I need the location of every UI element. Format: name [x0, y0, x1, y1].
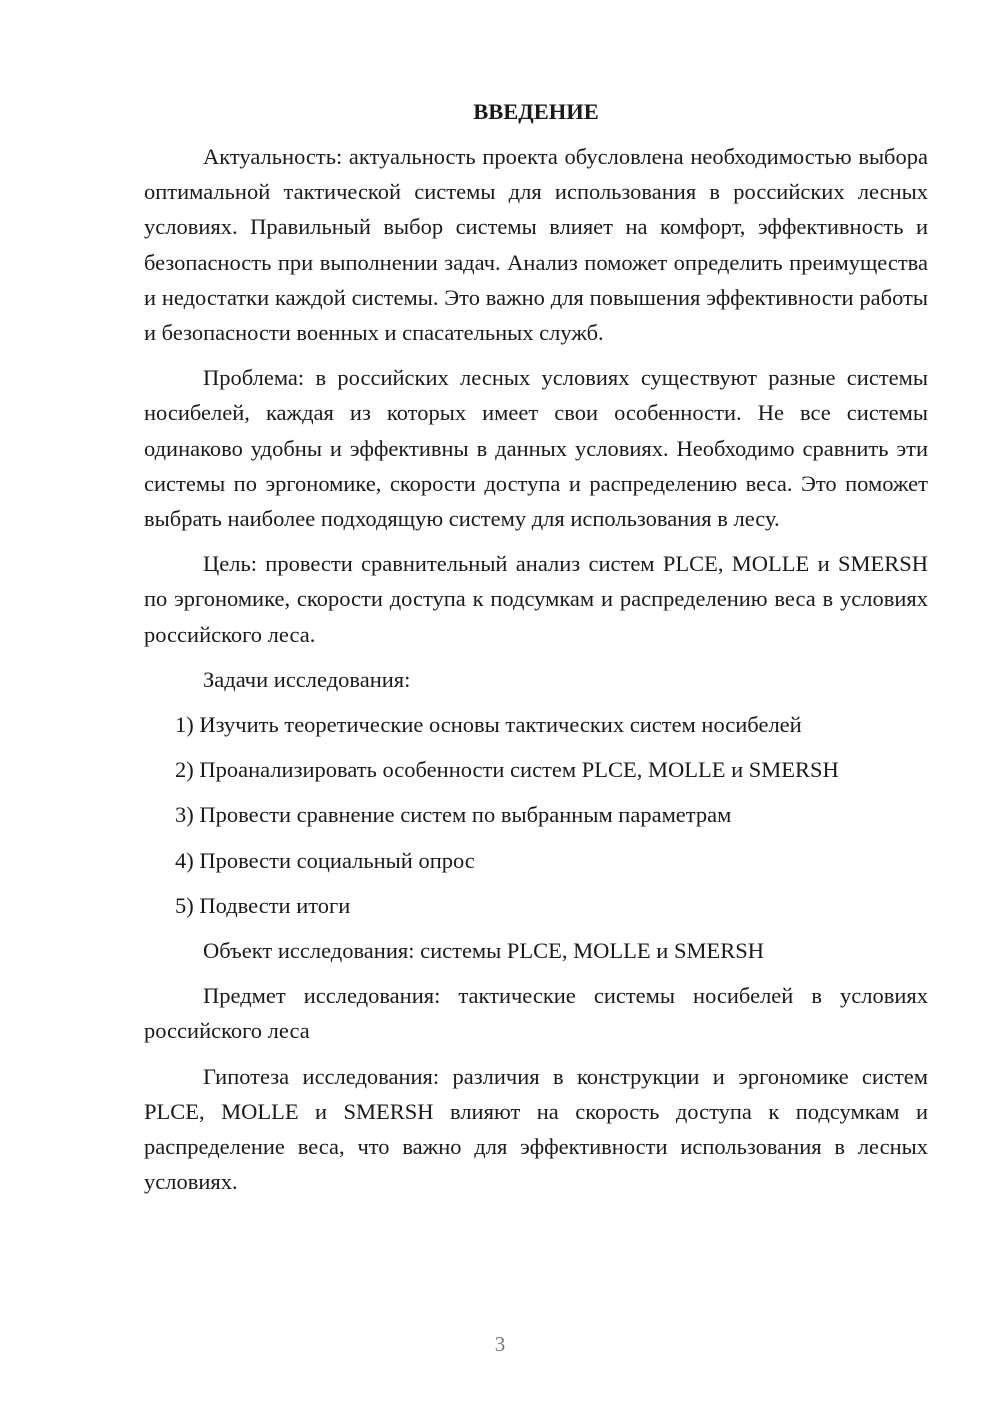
list-item: 2) Проанализировать особенности систем PLCE, MOLLE и SMERSH	[175, 757, 839, 783]
paragraph-problem: Проблема: в российских лесных условиях существуют разные системы носибелей, каждая из которых имеет свои особенности. Не все системы одинаково удобны и эффективны в данных условиях. Необходимо сравнить эти системы по эргономике, скорости доступа и распределению веса. Это поможет выбрать наиболее подходящую систему для использования в лесу.	[144, 365, 928, 532]
page-number: 3	[494, 1332, 506, 1356]
paragraph-goal: Цель: провести сравнительный анализ систем PLCE, MOLLE и SMERSH по эргономике, скорости доступа к подсумкам и распределению веса в условиях российского леса.	[144, 551, 928, 647]
paragraph-subject: Предмет исследования: тактические системы носибелей в условиях российского леса	[144, 983, 928, 1044]
list-item: 4) Провести социальный опрос	[175, 847, 475, 873]
paragraph-relevance: Актуальность: актуальность проекта обусловлена необходимостью выбора оптимальной тактической системы для использования в российских лесных условиях. Правильный выбор системы влияет на комфорт, эффективность и безопасность при выполнении задач. Анализ поможет определить преимущества и недостатки каждой системы. Это важно для повышения эффективности работы и безопасности военных и спасательных служб.	[144, 144, 928, 346]
paragraph-hypothesis: Гипотеза исследования: различия в конструкции и эргономике систем PLCE, MOLLE и SMERSH влияют на скорость доступа к подсумкам и распределение веса, что важно для эффективности использования в лесных условиях.	[144, 1063, 928, 1195]
tasks-heading: Задачи исследования:	[203, 666, 411, 692]
section-title: ВВЕДЕНИЕ	[473, 99, 599, 124]
list-item: 5) Подвести итоги	[175, 892, 351, 918]
document-page	[144, 94, 928, 1209]
list-item: 1) Изучить теоретические основы тактических систем носибелей	[175, 712, 802, 738]
paragraph-object: Объект исследования: системы PLCE, MOLLE и SMERSH	[203, 938, 764, 964]
tasks-list	[144, 707, 928, 923]
list-item: 3) Провести сравнение систем по выбранным параметрам	[175, 802, 732, 828]
